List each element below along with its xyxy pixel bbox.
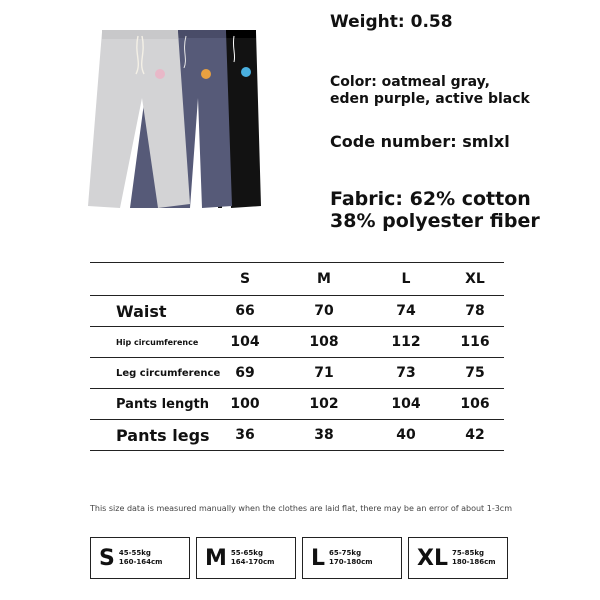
size-letter: L bbox=[311, 545, 326, 571]
row-label-waist: Waist bbox=[116, 301, 167, 321]
size-letter: XL bbox=[417, 545, 448, 571]
table-cell: 108 bbox=[309, 334, 339, 350]
table-cell: 66 bbox=[235, 303, 255, 319]
size-guide-m bbox=[196, 537, 296, 579]
row-label-pants-legs: Pants legs bbox=[116, 425, 210, 445]
table-cell: 104 bbox=[391, 396, 421, 412]
table-row bbox=[90, 327, 504, 358]
size-info bbox=[119, 549, 163, 567]
table-cell: 102 bbox=[309, 396, 339, 412]
table-cell: 74 bbox=[396, 303, 416, 319]
size-height-range: 160-164cm bbox=[118, 558, 163, 566]
row-label-leg: Leg circumference bbox=[116, 367, 221, 379]
size-guide bbox=[90, 537, 510, 581]
size-guide-xl bbox=[408, 537, 508, 579]
size-height-range: 164-170cm bbox=[230, 558, 275, 566]
table-cell: 71 bbox=[314, 365, 334, 381]
table-cell: 69 bbox=[235, 365, 255, 381]
header-size-s: S bbox=[239, 271, 251, 287]
table-cell: 70 bbox=[314, 303, 334, 319]
table-row bbox=[90, 296, 504, 327]
table-cell: 104 bbox=[230, 334, 260, 350]
table-cell: 38 bbox=[314, 427, 334, 443]
size-guide-l bbox=[302, 537, 402, 579]
size-height-range: 170-180cm bbox=[329, 558, 373, 566]
weight-spec: Weight: 0.58 bbox=[330, 12, 453, 32]
row-label-pants-length: Pants length bbox=[116, 396, 209, 412]
code-number-spec: Code number: smlxl bbox=[330, 132, 510, 151]
header-size-m: M bbox=[317, 271, 331, 287]
table-row bbox=[90, 358, 504, 389]
size-letter: M bbox=[205, 545, 227, 571]
size-weight-range: 75-85kg bbox=[451, 549, 485, 557]
color-spec-line1: Color: oatmeal gray, bbox=[330, 74, 490, 90]
size-table-header-row bbox=[90, 263, 504, 296]
table-cell: 36 bbox=[235, 427, 255, 443]
table-cell: 106 bbox=[460, 396, 490, 412]
fabric-spec-line1: Fabric: 62% cotton bbox=[330, 188, 531, 210]
size-info bbox=[452, 549, 496, 567]
size-weight-range: 55-65kg bbox=[230, 549, 263, 557]
size-weight-range: 45-55kg bbox=[118, 549, 151, 557]
color-spec-line2: eden purple, active black bbox=[330, 91, 530, 107]
size-table bbox=[90, 262, 504, 451]
table-cell: 75 bbox=[465, 365, 485, 381]
size-letter: S bbox=[99, 545, 115, 571]
size-guide-s bbox=[90, 537, 190, 579]
size-height-range: 180-186cm bbox=[451, 558, 496, 566]
color-spec bbox=[330, 74, 590, 108]
fabric-spec-line2: 38% polyester fiber bbox=[330, 210, 540, 232]
table-cell: 116 bbox=[460, 334, 490, 350]
pants-product-image bbox=[86, 28, 262, 210]
header-size-l: L bbox=[401, 271, 411, 287]
table-cell: 73 bbox=[396, 365, 416, 381]
header-empty bbox=[90, 263, 208, 296]
row-label-hip: Hip circumference bbox=[116, 337, 199, 347]
table-cell: 78 bbox=[465, 303, 485, 319]
table-cell: 100 bbox=[230, 396, 260, 412]
table-cell: 40 bbox=[396, 427, 416, 443]
table-row bbox=[90, 389, 504, 420]
size-weight-range: 65-75kg bbox=[329, 549, 362, 557]
table-cell: 112 bbox=[391, 334, 421, 350]
fabric-spec bbox=[330, 188, 590, 232]
table-cell: 42 bbox=[465, 427, 485, 443]
size-info bbox=[231, 549, 275, 567]
header-size-xl: XL bbox=[465, 271, 485, 287]
size-info bbox=[329, 549, 373, 567]
measurement-note: This size data is measured manually when the clothes are laid flat, there may be an error of about 1-3cm bbox=[90, 504, 512, 513]
table-row bbox=[90, 420, 504, 451]
